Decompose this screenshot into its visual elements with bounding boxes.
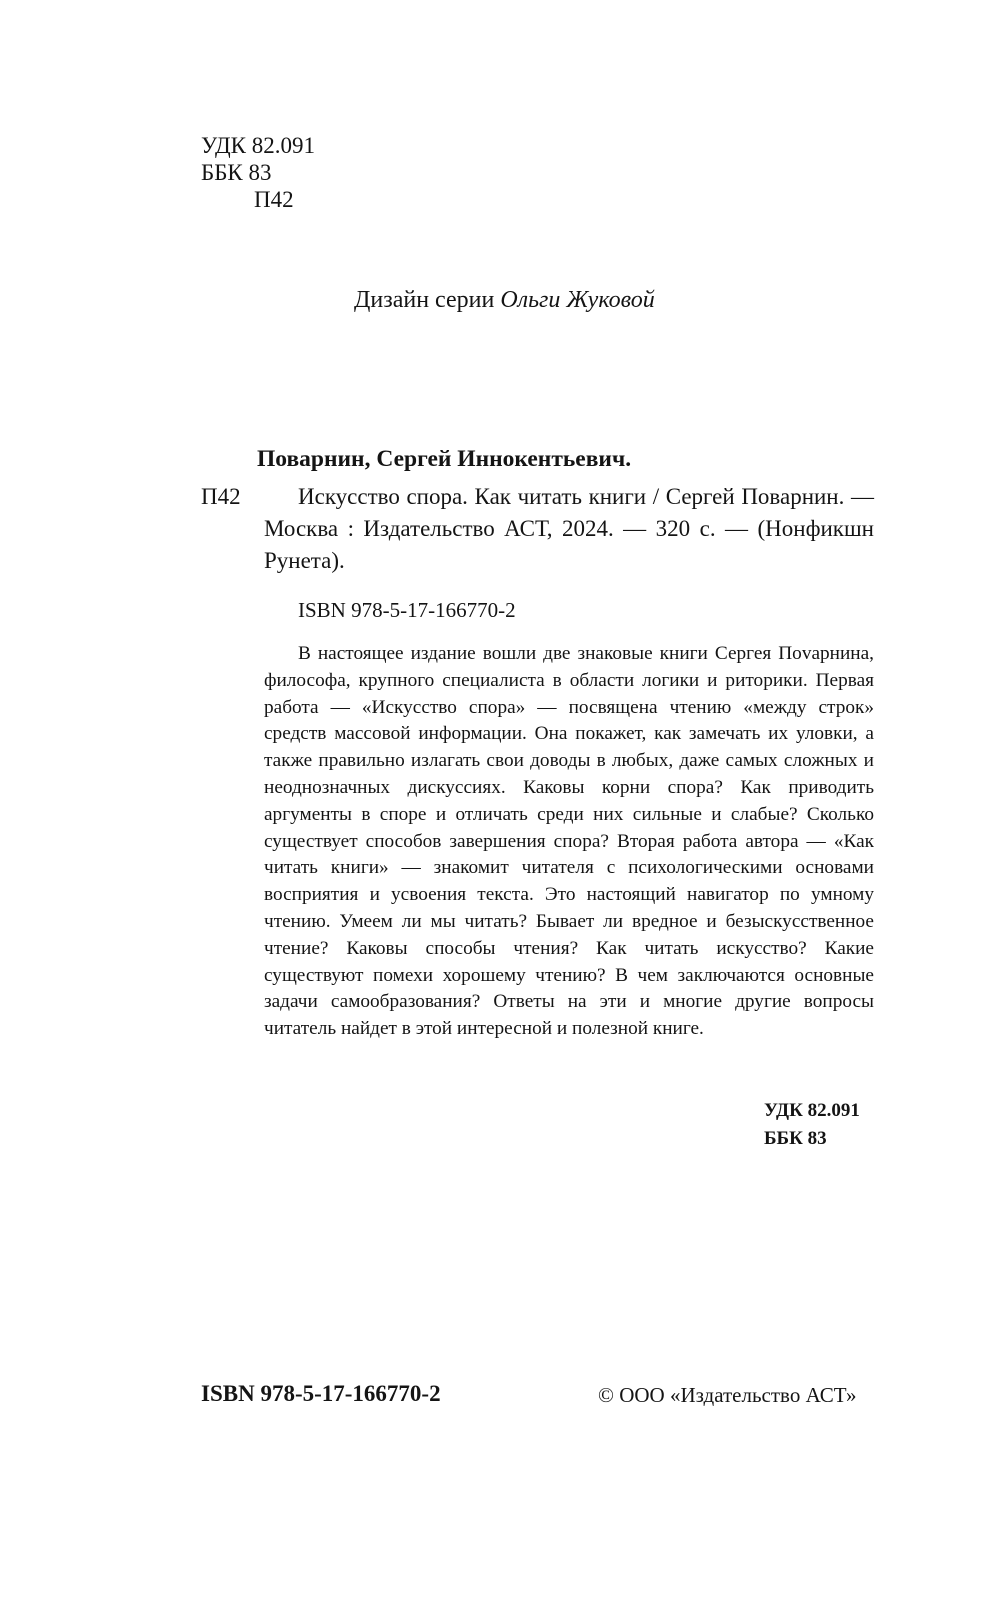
record-author-mark: П42: [201, 484, 241, 509]
footer-isbn: ISBN 978-5-17-166770-2: [201, 1381, 441, 1406]
design-credit-prefix: Дизайн серии: [354, 287, 501, 313]
annotation-classification: [764, 1097, 860, 1153]
annotation-text: В настоящее издание вошли две знаковые книги Сергея Поvарнина, философа, крупного специалиста в области логики и риторики. Первая работа — «Искусство спора» — посвящена чтению «между строк» средств массовой информации. Она покажет, как замечать их уловки, а также правильно излагать свои доводы в любых, даже самых сложных и неоднозначных дискуссиях. Каковы корни спора? Как приводить аргументы в споре и отличать среди них сильные и слабые? Сколько существует способов завершения спора? Вторая работа автора — «Как читать книги» — знакомит читателя с психологическими основами восприятия и усвоения текста. Это настоящий навигатор по умному чтению. Умеем ли мы читать? Бывает ли вредное и безыскусственное чтение? Каковы способы чтения? Как читать искусство? Какие существуют помехи хорошему чтению? В чем заключаются основные задачи самообразования? Ответы на эти и многие другие вопросы читатель найдет в этой интересной и полезной книге.: [264, 643, 874, 1040]
bbk-code: ББК 83: [201, 160, 272, 185]
classification-block: [201, 132, 315, 213]
series-design-credit: [354, 287, 655, 314]
author-heading: Поварнин, Сергей Иннокентьевич.: [257, 446, 632, 472]
annotation-bbk: ББК 83: [764, 1128, 827, 1149]
author-mark: П42: [254, 187, 294, 212]
bibliographic-description: [264, 481, 874, 577]
annotation: [264, 641, 874, 1043]
designer-name: Ольги Жуковой: [500, 287, 655, 313]
record-isbn: ISBN 978-5-17-166770-2: [298, 598, 516, 622]
bibliographic-text: Искусство спора. Как читать книги / Сергей Поварнин. — Москва : Издательство АСТ, 2024. — 320 с. — (Нонфикшн Рунета).: [264, 484, 874, 573]
udk-code: УДК 82.091: [201, 133, 315, 158]
copyright: © ООО «Издательство АСТ»: [598, 1383, 857, 1407]
annotation-udk: УДК 82.091: [764, 1100, 860, 1121]
